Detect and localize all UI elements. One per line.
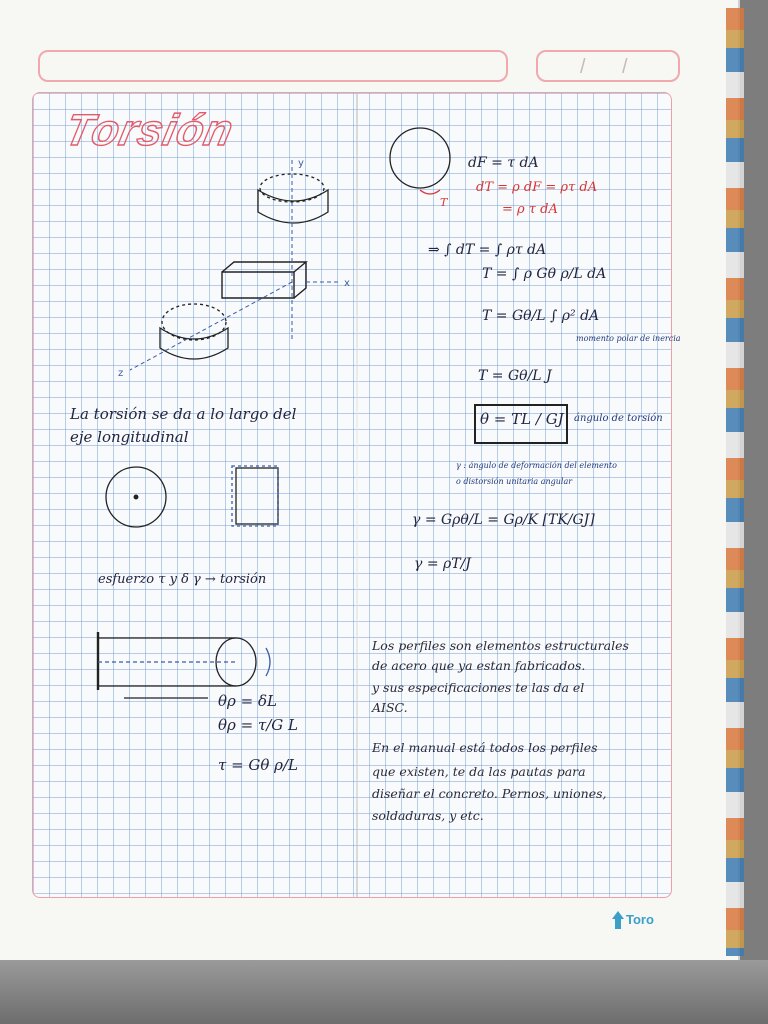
equation-dF: dF = τ dA xyxy=(468,155,539,171)
svg-text:x: x xyxy=(344,278,350,289)
equation-phi-2: θρ = τ/G L xyxy=(218,716,299,734)
paragraph-line-7: diseñar el concreto. Pernos, uniones, xyxy=(372,786,607,801)
sentence-line-2: eje longitudinal xyxy=(70,428,189,446)
paragraph-line-8: soldaduras, y etc. xyxy=(372,808,484,823)
equation-phi-1: θρ = δL xyxy=(218,692,277,710)
bar-block-sketch xyxy=(222,262,306,298)
paragraph-line-1: Los perfiles son elementos estructurales xyxy=(372,638,629,653)
equation-gamma-1: γ = Gρθ/L = Gρ/K [TK/GJ] xyxy=(412,512,595,528)
equation-T-1: T = ∫ ρ Gθ ρ/L dA xyxy=(482,266,607,282)
svg-text:y: y xyxy=(298,158,304,169)
cross-section-circle-sketch xyxy=(390,128,450,194)
cylinder-sections-sketch xyxy=(160,174,328,359)
svg-text:z: z xyxy=(118,368,124,379)
brand-logo-text: Toro xyxy=(626,912,654,927)
sentence-line-1: La torsión se da a lo largo del xyxy=(70,405,297,423)
paragraph-line-2: de acero que ya estan fabricados. xyxy=(372,658,586,673)
gamma-note-line-2: o distorsión unitaria angular xyxy=(456,477,573,486)
angle-of-torsion-label: ángulo de torsión xyxy=(574,413,663,424)
equation-T-2: T = Gθ/L ∫ ρ² dA xyxy=(482,308,600,324)
equation-gamma-2: γ = ρT/J xyxy=(414,556,471,572)
equation-tau: τ = Gθ ρ/L xyxy=(218,756,299,774)
circle-section-sketch xyxy=(106,467,166,527)
paragraph-line-5: En el manual está todos los perfiles xyxy=(372,740,598,755)
brand-logo-icon xyxy=(610,910,626,930)
paragraph-line-6: que existen, te da las pautas para xyxy=(372,764,586,779)
gamma-note xyxy=(456,458,617,490)
date-slash-2: / xyxy=(622,56,628,78)
note-polar-moment: momento polar de inercia xyxy=(576,334,681,343)
axes-sketch xyxy=(130,160,340,370)
date-slash-1: / xyxy=(580,56,586,78)
equation-dT-2: = ρ τ dA xyxy=(502,202,558,217)
shaft-sketch xyxy=(98,632,270,698)
stress-label: esfuerzo τ y δ γ → torsión xyxy=(98,572,267,587)
paragraph-line-4: AISC. xyxy=(372,700,408,715)
page-title: Torsión xyxy=(60,106,239,155)
equation-dT: dT = ρ dF = ρτ dA xyxy=(476,180,598,195)
gamma-note-line-1: γ : ángulo de deformación del elemento xyxy=(456,461,617,470)
svg-text:T: T xyxy=(440,196,448,209)
element-square-sketch xyxy=(232,466,278,526)
equation-integral: ⇒ ∫ dT = ∫ ρτ dA xyxy=(428,242,547,258)
paragraph-line-3: y sus especificaciones te las da el xyxy=(372,680,585,695)
equation-T-3: T = Gθ/L J xyxy=(478,368,552,384)
equation-theta: θ = TL / GJ xyxy=(480,410,564,428)
